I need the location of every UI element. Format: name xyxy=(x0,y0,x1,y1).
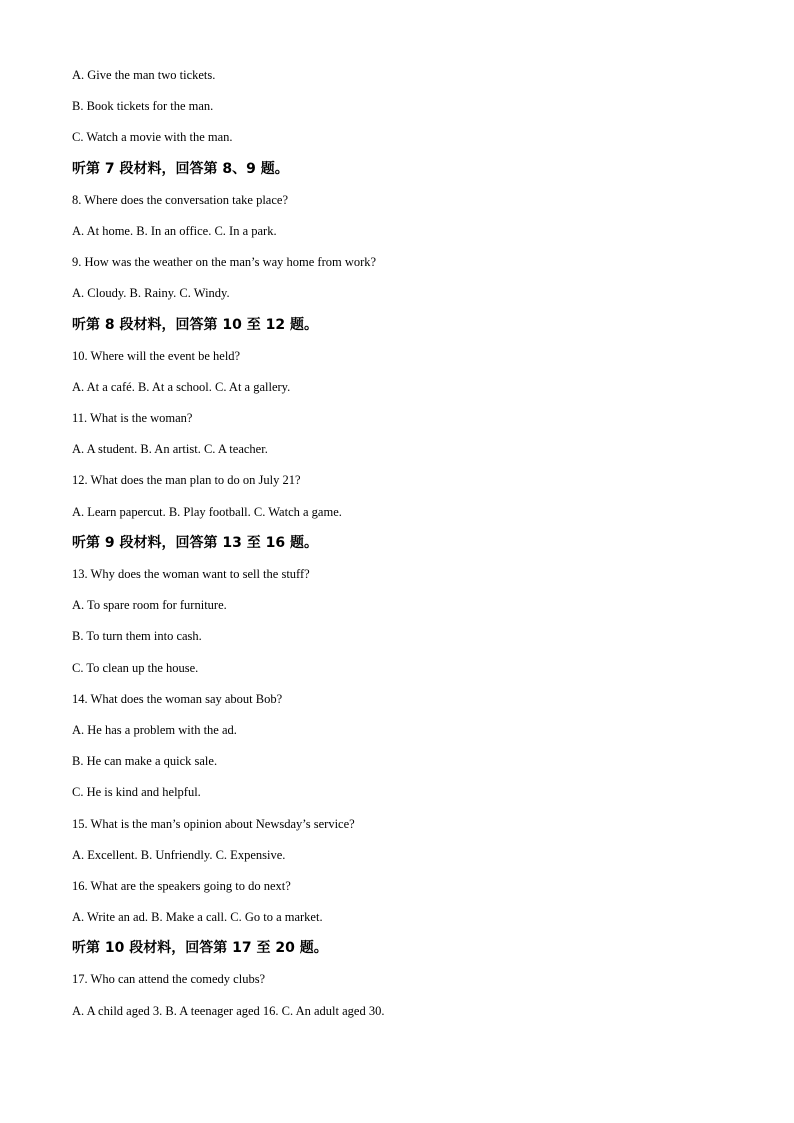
question-line: 12. What does the man plan to do on July 21? xyxy=(72,473,301,488)
section-heading: 听第 9 段材料，回答第 13 至 16 题。 xyxy=(72,534,318,551)
option-line: B. Book tickets for the man. xyxy=(72,99,214,114)
section-heading: 听第 10 段材料，回答第 17 至 20 题。 xyxy=(72,940,328,957)
option-line: A. Write an ad. B. Make a call. C. Go to a market. xyxy=(72,910,323,925)
option-line: C. To clean up the house. xyxy=(72,660,199,675)
option-line: A. A student. B. An artist. C. A teacher. xyxy=(72,442,268,457)
option-line: B. To turn them into cash. xyxy=(72,629,202,644)
option-line: C. Watch a movie with the man. xyxy=(72,130,233,145)
option-line: A. Learn papercut. B. Play football. C. Watch a game. xyxy=(72,504,342,519)
option-line: A. Excellent. B. Unfriendly. C. Expensive. xyxy=(72,847,286,862)
question-line: 10. Where will the event be held? xyxy=(72,348,241,363)
option-line: A. At a café. B. At a school. C. At a gallery. xyxy=(72,379,291,394)
option-line: A. Give the man two tickets. xyxy=(72,68,216,82)
question-line: 17. Who can attend the comedy clubs? xyxy=(72,972,266,987)
listening-section-content xyxy=(72,60,732,1027)
option-line: A. Cloudy. B. Rainy. C. Windy. xyxy=(72,286,230,301)
option-line: C. He is kind and helpful. xyxy=(72,785,201,800)
option-line: A. To spare room for furniture. xyxy=(72,598,227,613)
question-line: 13. Why does the woman want to sell the stuff? xyxy=(72,567,310,581)
option-line: A. A child aged 3. B. A teenager aged 16. C. An adult aged 30. xyxy=(72,1003,385,1018)
section-heading: 听第 7 段材料，回答第 8、9 题。 xyxy=(72,160,289,177)
question-line: 9. How was the weather on the man’s way home from work? xyxy=(72,255,377,270)
question-line: 15. What is the man’s opinion about Newsday’s service? xyxy=(72,816,355,831)
option-line: A. He has a problem with the ad. xyxy=(72,722,237,737)
option-line: B. He can make a quick sale. xyxy=(72,754,218,769)
option-line: A. At home. B. In an office. C. In a park. xyxy=(72,223,277,238)
question-line: 14. What does the woman say about Bob? xyxy=(72,691,283,706)
question-line: 8. Where does the conversation take place? xyxy=(72,192,288,207)
section-heading: 听第 8 段材料，回答第 10 至 12 题。 xyxy=(72,316,318,333)
question-line: 11. What is the woman? xyxy=(72,411,193,426)
question-line: 16. What are the speakers going to do next? xyxy=(72,878,291,893)
